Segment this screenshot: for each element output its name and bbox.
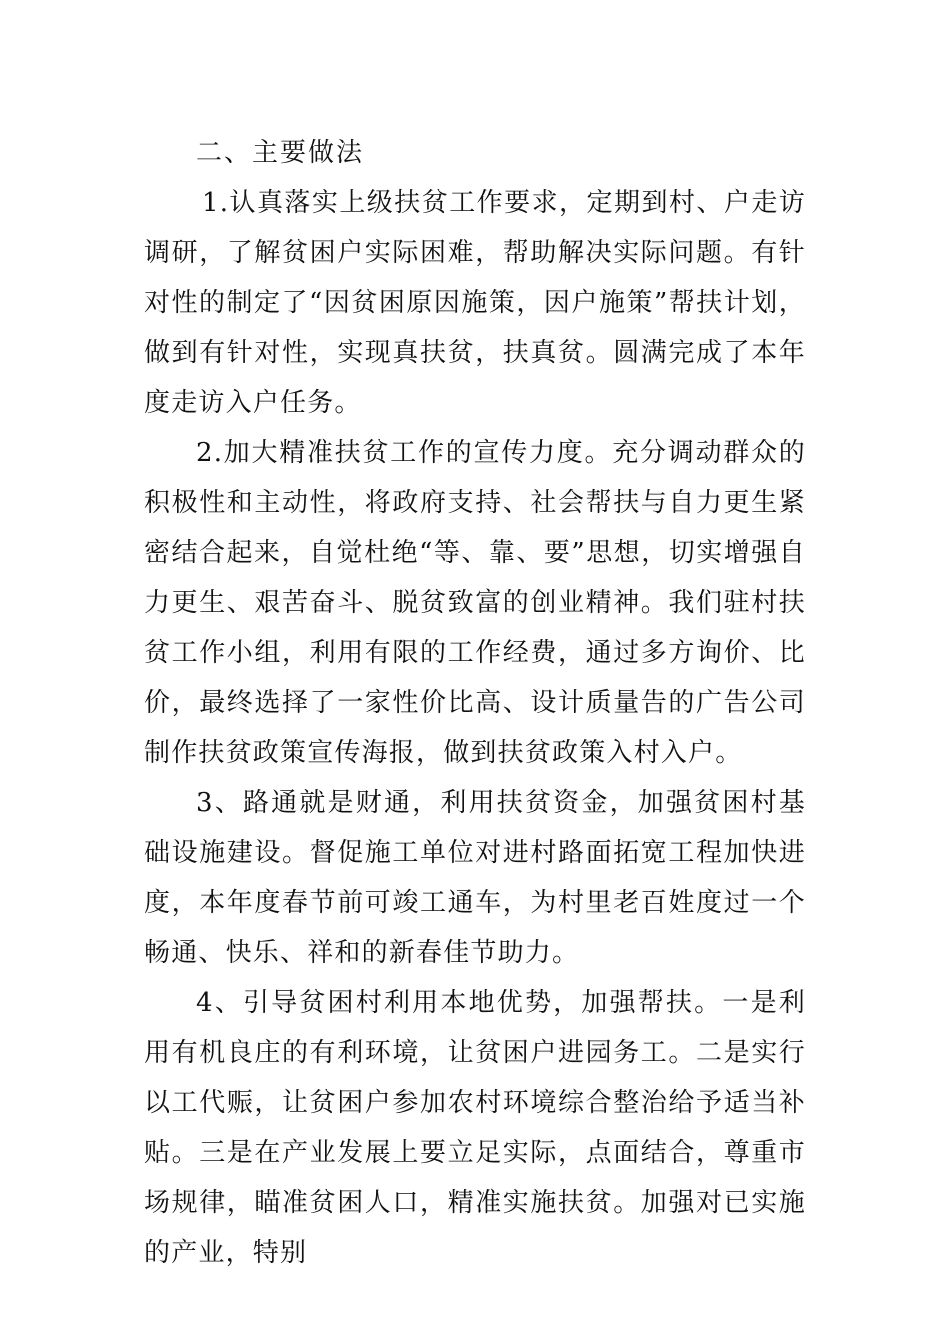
paragraph-3: 3、路通就是财通，利用扶贫资金，加强贫困村基础设施建设。督促施工单位对进村路面拓宽工程加快进度，本年度春节前可竣工通车，为村里老百姓度过一个畅通、快乐、祥和的新春佳节助力。	[144, 788, 806, 968]
paragraph-4: 4、引导贫困村利用本地优势，加强帮扶。一是利用有机良庄的有利环境，让贫困户进园务工。二是实行以工代赈，让贫困户参加农村环境综合整治给予适当补贴。三是在产业发展上要立足实际，点面结合，尊重市场规律，瞄准贫困人口，精准实施扶贫。加强对已实施的产业，特别	[144, 988, 806, 1268]
paragraph-2: 2.加大精准扶贫工作的宣传力度。充分调动群众的积极性和主动性，将政府支持、社会帮扶与自力更生紧密结合起来，自觉杜绝“等、靠、要”思想，切实增强自力更生、艰苦奋斗、脱贫致富的创业精神。我们驻村扶贫工作小组，利用有限的工作经费，通过多方询价、比价，最终选择了一家性价比高、设计质量告的广告公司制作扶贫政策宣传海报，做到扶贫政策入村入户。	[144, 438, 806, 768]
section-heading: 二、主要做法	[196, 138, 365, 168]
document-body	[144, 128, 806, 1278]
paragraph-1: 1.认真落实上级扶贫工作要求，定期到村、户走访调研，了解贫困户实际困难，帮助解决实际问题。有针对性的制定了“因贫困原因施策，因户施策”帮扶计划，做到有针对性，实现真扶贫，扶真贫。圆满完成了本年度走访入户任务。	[144, 188, 806, 418]
